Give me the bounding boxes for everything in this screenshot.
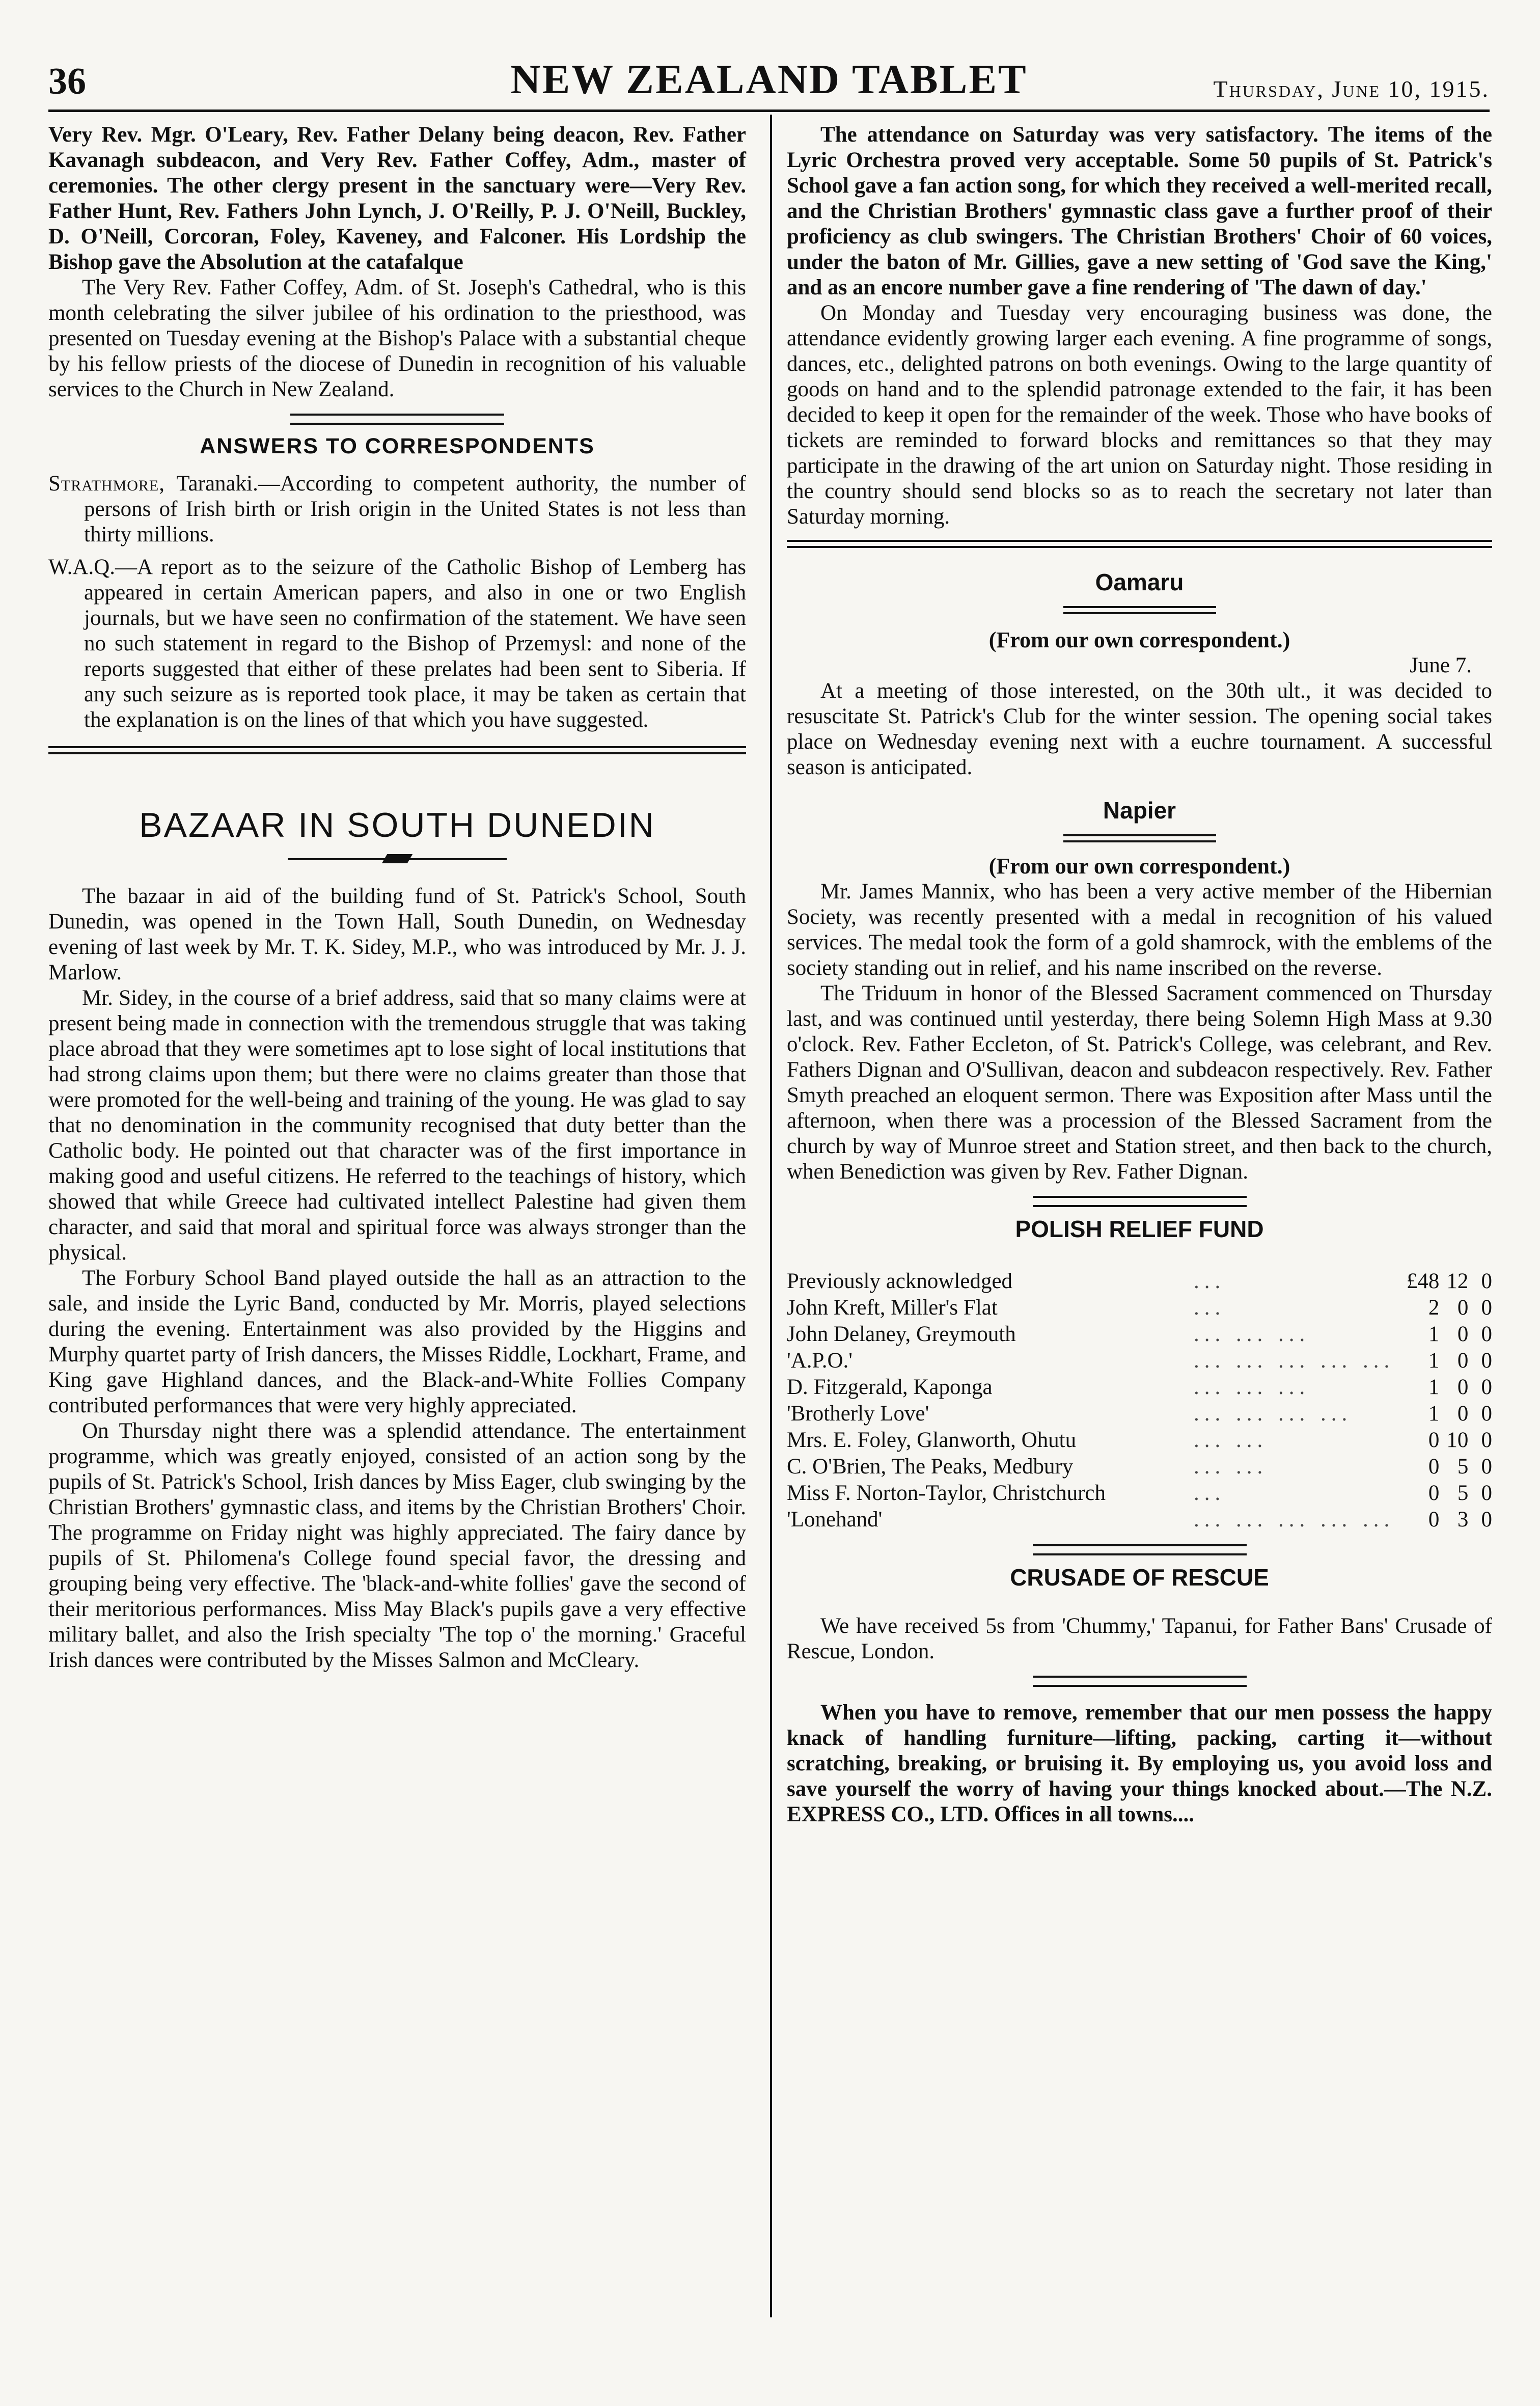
bazaar-paragraph: Mr. Sidey, in the course of a brief address, said that so many claims were at present being made in connection with the tremendous struggle that was taking place abroad that they were sometimes apt to lose sight of local institutions that had strong claims upon them; but there were no claims greater than those that were promoted for the well-being and training of the young. He was glad to say that no denomination in the community recognised that duty better than the Catholic body. He pointed out that character was of the first importance in making good and useful citizens. He referred to the teachings of history, which showed that while Greece had cultivated intellect Palestine had given them character, and said that moral and spiritual force was always stronger than the physical. xyxy=(48,986,746,1265)
page-number: 36 xyxy=(48,61,86,102)
amount-shillings: 5 xyxy=(1457,1455,1469,1479)
donor-name: Mrs. E. Foley, Glanworth, Ohutu xyxy=(787,1428,1077,1452)
donor-name: Previously acknowledged xyxy=(787,1269,1013,1293)
right-column xyxy=(787,122,1492,1827)
napier-paragraph: The Triduum in honor of the Blessed Sacrament commenced on Thursday last, and was continued until yesterday, there being Solemn High Mass at 9.30 o'clock. Rev. Father Eccleton, of St. Patrick's College, was celebrant, and Rev. Fathers Dignan and O'Sullivan, deacon and subdeacon respectively. Rev. Father Smyth preached an eloquent sermon. There was Exposition after Mass until the afternoon, when there was a procession of the Blessed Sacrament from the church by way of Munroe street and Station street, and then back to the church, when Benediction was given by Rev. Father Dignan. xyxy=(787,981,1492,1184)
leader-dots: ... ... ... xyxy=(1194,1322,1310,1346)
leader-dots: ... ... xyxy=(1194,1428,1268,1452)
table-row xyxy=(787,1374,1492,1401)
amount-shillings: 0 xyxy=(1457,1296,1469,1320)
amount-pounds: 1 xyxy=(1428,1322,1440,1346)
correspondent-name: W.A.Q. xyxy=(48,555,115,579)
leader-dots: ... ... xyxy=(1194,1455,1268,1479)
donor-name: John Kreft, Miller's Flat xyxy=(787,1296,998,1320)
donor-name: Miss F. Norton-Taylor, Christchurch xyxy=(787,1481,1106,1505)
leader-dots: ... ... ... ... xyxy=(1194,1402,1353,1426)
amount-pounds: 1 xyxy=(1428,1349,1440,1373)
left-column xyxy=(48,122,746,1673)
bazaar-heading: BAZAAR IN SOUTH DUNEDIN xyxy=(139,806,655,844)
correspondent-answer: —A report as to the seizure of the Catholic Bishop of Lemberg has appeared in certain American papers, and also in one or two English journals, but we have seen no confirmation of the statement. We have seen no such statement in regard to the Bishop of Przemysl: and none of the reports suggested that either of these prelates had been sent to Siberia. If any such seizure as is reported took place, it may be taken as certain that the explanation is on the lines of that which you have suggested. xyxy=(84,555,746,732)
oamaru-date: June 7. xyxy=(1410,653,1472,677)
bazaar-paragraph: On Thursday night there was a splendid attendance. The entertainment programme, which was greatly enjoyed, consisted of an action song by the pupils of St. Patrick's School, Irish dances by Miss Eager, club swinging by the Christian Brothers' gymnastic class, and items by the Christian Brothers' Choir. The programme on Friday night was highly appreciated. The fairy dance by pupils of St. Philomena's College found special favor, the dressing and grouping being very effective. The 'black-and-white follies' gave the second of their meritorious performances. Miss May Black's pupils gave a very effective military ballet, and also the Irish specialty 'The top o' the morning.' Graceful Irish dances were contributed by the Misses Salmon and McCleary. xyxy=(48,1419,746,1672)
correspondent-entry xyxy=(48,471,746,548)
correspondents-heading: ANSWERS TO CORRESPONDENTS xyxy=(200,434,595,458)
napier-paragraph: Mr. James Mannix, who has been a very active member of the Hibernian Society, was recently presented with a medal in recognition of his valued services. The medal took the form of a gold shamrock, with the emblems of the society standing out in relief, and his name inscribed on the reverse. xyxy=(787,880,1492,980)
amount-pounds: 0 xyxy=(1428,1455,1440,1479)
bazaar-monday-paragraph: On Monday and Tuesday very encouraging business was done, the attendance evidently growing larger each evening. A fine programme of songs, dances, etc., delighted patrons on both evenings. Owing to the large quantity of goods on hand and to the splendid patronage extended to the fair, it has been decided to keep it open for the remainder of the week. Those who have books of tickets are reminded to forward blocks and remittances so that they may participate in the drawing of the art union on Saturday night. Those residing in the country should send blocks so as to reach the secretary not later than Saturday morning. xyxy=(787,301,1492,529)
correspondent-name: Strathmore, xyxy=(48,472,166,496)
amount-pounds: 1 xyxy=(1428,1402,1440,1426)
amount-pence: 0 xyxy=(1481,1349,1492,1373)
table-row xyxy=(787,1295,1492,1321)
amount-pence: 0 xyxy=(1481,1296,1492,1320)
leader-dots: ... xyxy=(1194,1296,1226,1320)
amount-shillings: 3 xyxy=(1457,1508,1469,1532)
amount-pounds: 0 xyxy=(1428,1481,1440,1505)
amount-shillings: 5 xyxy=(1457,1481,1469,1505)
table-row xyxy=(787,1401,1492,1427)
amount-pounds: 1 xyxy=(1428,1375,1440,1399)
oamaru-heading: Oamaru xyxy=(1095,569,1184,595)
bazaar-paragraph: The bazaar in aid of the building fund of St. Patrick's School, South Dunedin, was opened in the Town Hall, South Dunedin, on Wednesday evening of last week by Mr. T. K. Sidey, M.P., who was introduced by Mr. J. J. Marlow. xyxy=(48,884,746,985)
amount-pence: 0 xyxy=(1481,1428,1492,1452)
donor-name: 'Brotherly Love' xyxy=(787,1402,929,1426)
amount-shillings: 0 xyxy=(1457,1349,1469,1373)
table-row xyxy=(787,1321,1492,1348)
correspondent-entry xyxy=(48,555,746,733)
crusade-paragraph: We have received 5s from 'Chummy,' Tapanui, for Father Bans' Crusade of Rescue, London. xyxy=(787,1614,1492,1663)
amount-pence: 0 xyxy=(1481,1269,1492,1293)
section-divider xyxy=(787,540,1492,548)
amount-shillings: 10 xyxy=(1446,1428,1469,1452)
leader-dots: ... ... ... ... ... xyxy=(1194,1508,1395,1532)
amount-pounds: 2 xyxy=(1428,1296,1440,1320)
napier-heading: Napier xyxy=(1103,797,1176,824)
amount-shillings: 0 xyxy=(1457,1322,1469,1346)
oamaru-source: (From our own correspondent.) xyxy=(988,627,1290,652)
section-divider xyxy=(48,746,746,754)
amount-pence: 0 xyxy=(1481,1375,1492,1399)
bazaar-paragraph: The Forbury School Band played outside the hall as an attraction to the sale, and inside the Lyric Band, conducted by Mr. Morris, played selections during the evening. Entertainment was also provided by the Higgins and Murphy quartet party of Irish dancers, the Misses Riddle, Lockhart, Frame, and King gave Highland dances, and the Black-and-White Follies Company contributed performances that were very highly appreciated. xyxy=(48,1266,746,1417)
table-row xyxy=(787,1427,1492,1454)
amount-pence: 0 xyxy=(1481,1402,1492,1426)
section-divider xyxy=(290,414,504,425)
section-divider xyxy=(1033,1676,1247,1687)
polish-fund-heading: POLISH RELIEF FUND xyxy=(1015,1216,1264,1242)
heading-ornament xyxy=(288,854,507,863)
section-divider xyxy=(1033,1544,1247,1555)
donor-name: C. O'Brien, The Peaks, Medbury xyxy=(787,1455,1074,1479)
issue-date: Thursday, June 10, 1915. xyxy=(1213,76,1490,102)
amount-shillings: 0 xyxy=(1457,1402,1469,1426)
oamaru-paragraph: At a meeting of those interested, on the 30th ult., it was decided to resuscitate St. Patrick's Club for the winter session. The opening social takes place on Wednesday evening next with a euchre tournament. A successful season is anticipated. xyxy=(787,679,1492,779)
amount-pounds: 0 xyxy=(1428,1508,1440,1532)
page-header xyxy=(48,48,1490,112)
donations-table xyxy=(787,1268,1492,1533)
donor-name: 'Lonehand' xyxy=(787,1508,883,1532)
amount-pence: 0 xyxy=(1481,1455,1492,1479)
correspondent-answer: Taranaki.—According to competent authority, the number of persons of Irish birth or Irish origin in the United States is not less than thirty millions. xyxy=(84,472,746,546)
donor-name: John Delaney, Greymouth xyxy=(787,1322,1016,1346)
amount-shillings: 12 xyxy=(1446,1269,1469,1293)
leader-dots: ... ... ... ... ... xyxy=(1194,1349,1395,1373)
table-row xyxy=(787,1454,1492,1480)
leader-dots: ... xyxy=(1194,1269,1226,1293)
coffey-jubilee-paragraph: The Very Rev. Father Coffey, Adm. of St. Joseph's Cathedral, who is this month celebrating the silver jubilee of his ordination to the priesthood, was presented on Tuesday evening at the Bishop's Palace with a substantial cheque by his fellow priests of the diocese of Dunedin in recognition of his valuable services to the Church in New Zealand. xyxy=(48,276,746,401)
crusade-heading: CRUSADE OF RESCUE xyxy=(1010,1564,1269,1591)
donor-name: 'A.P.O.' xyxy=(787,1349,853,1373)
heading-rule xyxy=(1063,834,1216,842)
leader-dots: ... ... ... xyxy=(1194,1375,1310,1399)
funeral-clergy-paragraph: Very Rev. Mgr. O'Leary, Rev. Father Delany being deacon, Rev. Father Kavanagh subdeacon, and Very Rev. Father Coffey, Adm., master of ceremonies. The other clergy present in the sanctuary were—Very Rev. Father Hunt, Rev. Fathers John Lynch, J. O'Reilly, P. J. O'Neill, Buckley, D. O'Neill, Corcoran, Foley, Kaveney, and Falconer. His Lordship the Bishop gave the Absolution at the catafalque xyxy=(48,123,746,274)
amount-pence: 0 xyxy=(1481,1481,1492,1505)
amount-shillings: 0 xyxy=(1457,1375,1469,1399)
table-row xyxy=(787,1268,1492,1295)
table-row xyxy=(787,1348,1492,1374)
napier-source: (From our own correspondent.) xyxy=(988,854,1290,879)
amount-pence: 0 xyxy=(1481,1508,1492,1532)
amount-pounds: 0 xyxy=(1428,1428,1440,1452)
amount-pence: 0 xyxy=(1481,1322,1492,1346)
masthead-title: NEW ZEALAND TABLET xyxy=(510,56,1028,102)
express-advert: When you have to remove, remember that our men possess the happy knack of handling furniture—lifting, packing, carting it—without scratching, breaking, or bruising it. By employing us, you avoid loss and save yourself the worry of having your things knocked about.—The N.Z. EXPRESS CO., LTD. Offices in all towns.... xyxy=(787,1701,1492,1826)
heading-rule xyxy=(1063,606,1216,614)
leader-dots: ... xyxy=(1194,1481,1226,1505)
bazaar-saturday-paragraph: The attendance on Saturday was very satisfactory. The items of the Lyric Orchestra proved very acceptable. Some 50 pupils of St. Patrick's School gave a fan action song, for which they received a well-merited recall, and the Christian Brothers' gymnastic class gave a further proof of their proficiency as club swingers. The Christian Brothers' Choir of 60 voices, under the baton of Mr. Gillies, gave a new setting of 'God save the King,' and as an encore number gave a fine rendering of 'The dawn of day.' xyxy=(787,123,1492,299)
donor-name: D. Fitzgerald, Kaponga xyxy=(787,1375,993,1399)
amount-pounds: £48 xyxy=(1406,1269,1440,1293)
column-rule xyxy=(770,115,772,2317)
table-row xyxy=(787,1507,1492,1533)
section-divider xyxy=(1033,1196,1247,1207)
table-row xyxy=(787,1480,1492,1507)
